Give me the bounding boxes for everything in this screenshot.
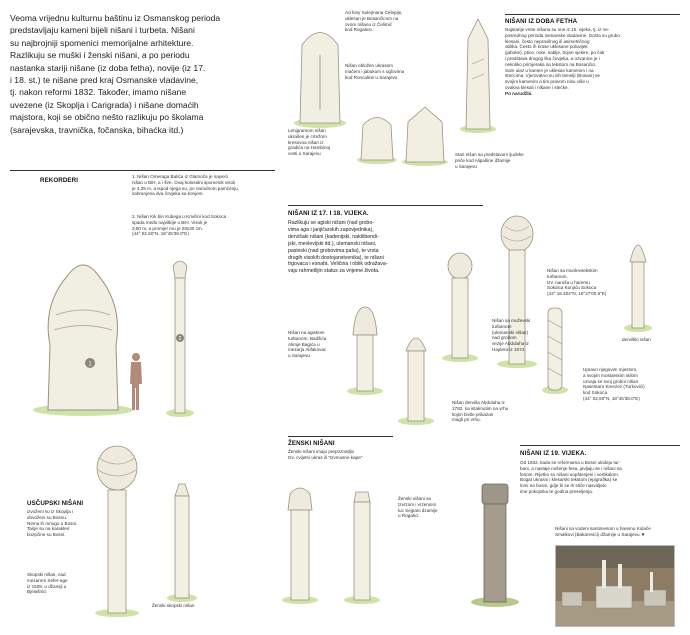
vijeka19-title: NIŠANI IZ 19. VIJEKA. (520, 450, 587, 457)
fetha-cap-top (345, 10, 445, 33)
fetha-divider (505, 14, 680, 15)
rekorderi-item1-line: nišan u BiH, a i šire. Ovaj kolosalni spomenik visok (132, 179, 236, 185)
caption-line: iz 1509. u džamiji u (27, 583, 67, 589)
cap-vakuf (547, 268, 637, 297)
uscupski-line: dovoženi su Bosnu. (27, 514, 68, 520)
fetha-title: NIŠANI IZ DOBA FETHA (505, 18, 578, 25)
vijeka19-divider (520, 445, 680, 446)
caption-line: Nišan derviša Abdulaha iz (452, 400, 505, 405)
fetha-line: klesani, često nepravilnog ili asimetričnog (505, 38, 590, 44)
cap-aga (288, 330, 346, 359)
fetha-line: Sam ulaz u kamen je uklesan kamenim i na (505, 67, 594, 73)
caption-line: nad grobom (492, 335, 517, 341)
caption-line: Upravo njegovim mjestom, (583, 367, 638, 372)
fetha-nisan-sword-illustration (290, 15, 350, 130)
cap-dervis (622, 337, 682, 343)
caption-line: Nišani sa vodeni santimesom u haremu Kolače (555, 526, 651, 531)
caption-line: kod Sokoca. (583, 390, 609, 396)
vijeka19-line: lomi na bosni, gdje bi se ih stiče nasvidjelo (520, 483, 607, 489)
fetha-line: (jabuke), ptice, ruke, sablje, bojne sjekire, po čak (505, 50, 605, 56)
caption-line: magli pri vrhu. (452, 417, 481, 423)
intro-line: (sarajevska, travnička, fočanska, bihaćka itd.) (10, 124, 184, 135)
rekorderi-item2 (132, 214, 282, 237)
fetha-line: posrednog perioda osmanske vladavine. Dosta su grubo (505, 32, 620, 38)
intro-line: su najbrojniji spomenici memorijalne arhitekture. (10, 37, 194, 48)
rekorderi-item1-line: 1. Nišan Omeraga Batića iz Glamoča je najveći (132, 174, 228, 179)
intro-text (10, 12, 275, 136)
vijeka19-photo-cap (555, 526, 685, 538)
fetha-cap-mid (345, 63, 445, 80)
caption-line: Nišan sa munlevsekskim (547, 268, 598, 273)
fetha-cap-right (455, 152, 550, 169)
caption-line: vezije Abdulaha iz (492, 341, 529, 347)
uscupski-line: bozpčine su Bosni. (27, 532, 66, 538)
rekorderi-item2-line: 3,80 m, a promjer mu je 28x30 cm. (132, 225, 203, 231)
zenski-nisan-right-illustration (342, 490, 382, 605)
caption-line: (43° 18.404"N, 18°27'00.6"E) (547, 291, 607, 297)
cap-musem (492, 318, 552, 353)
rekorderi-item2-line: spada među najvitkije u BiH. Visok je (132, 219, 208, 225)
caption-line: Nišan obložen ukrasom (345, 63, 394, 68)
fetha-line: Po narudžbi. (505, 90, 533, 96)
zenski-nisan-left-illustration (280, 480, 320, 605)
marker-2-label: 2 (178, 336, 182, 343)
intro-line: Veoma vrijednu kulturnu baštinu iz Osmanskog perioda (10, 13, 221, 23)
rekorderi-item1 (132, 174, 282, 197)
caption-line: cesti u Sarajevu (288, 151, 321, 157)
fetha-line: steccima. Vjerovatno su ish temelji (Bosani) se (505, 73, 600, 79)
uscupski-cap-bottom: Ženski skopski nišan (152, 603, 195, 608)
caption-line: mezarju Alifakovac (288, 347, 327, 353)
big-nisan-body (48, 265, 118, 410)
zenski-cap (398, 496, 456, 519)
rekorderi-item1-line: sahranjena dva čovjeka sa konjem. (132, 191, 204, 197)
fetha-body (505, 27, 685, 97)
intro-line: majstora, koji se obično nešto razlikuju po školama (10, 112, 204, 123)
caption-line: priče kod Alipašine džamije (455, 157, 511, 163)
vijeka19-body (520, 460, 688, 495)
vijeka17-body (288, 220, 438, 275)
vijeka17-line: jski, mevlevijski itd.), ulemanski nišani, (288, 240, 377, 247)
caption-line: kojim bivše prikazan (452, 411, 494, 417)
caption-line: u Sarajevu (288, 353, 310, 359)
caption-line: tzvrzom i vrzeniom (398, 501, 437, 507)
rekorderi-item2-line: (44° 02,60"N, 18°45'38.0"E) (132, 231, 189, 237)
intro-line: i 18. st.) te nišane pred kraj Osmanske vladavine, (10, 75, 199, 86)
vijeka19-line: Bogat ukrasni i klesarski tekstom (epigrafika) se (520, 477, 618, 483)
caption-line: mačem i jabukom s uglovima (345, 68, 405, 74)
caption-line: 1782. sa istaknutim na vrhu (452, 405, 509, 411)
vijeka17-title: NIŠANI IZ 17. I 18. VIJEKA. (288, 210, 369, 217)
vijeka19-line: Od 1832. kada se reformama u Bosni ukidaju tur- (520, 460, 621, 465)
uscupski-body (27, 509, 92, 538)
caption-line: luc Sejpani dzamije (398, 507, 438, 513)
fetha-line: svojim kamenim a tim pravom nisu više u (505, 79, 589, 85)
uscupski-cap-below (27, 572, 92, 595)
fetha-line: Najstarije vrste nišana su one iz 15. vijeka, tj. iz ne- (505, 27, 610, 32)
zenski-line: Ženski nišani imaju prepoznatljiv (288, 449, 355, 454)
rekorderi-item2-line: 2. Nišan Kik bin Kubega u Krivčini kod Sokoca (132, 214, 227, 219)
vijeka19-line: fesom. Rijetko su nišani uopštenjeni i vertikalom. (520, 471, 620, 477)
vijeka17-line: vima aga i janjičarskih zapovjednika), (288, 226, 374, 233)
caption-line: (44° 02,60"N, 18°45'38.0"E) (583, 395, 640, 401)
human-scale-icon (128, 352, 144, 412)
caption-line: Nišan sa muževski (492, 318, 531, 323)
rekorderi-item1-line: je 4,35 m, a ispod njega su, po narodnom pamćenju, (132, 185, 239, 191)
caption-line: (ulemanski nišan) (492, 329, 528, 335)
vijeka17-line: pasinski (nad grobovima paša), te vrsta (288, 247, 379, 254)
caption-line: uzvaja se svoj grobni nišan. (583, 378, 640, 384)
rekorderi-tall-nisan-illustration (165, 258, 195, 418)
intro-line: uvezene (iz Skoplja i Carigrada) i nišane domaćih (10, 99, 199, 110)
nisan-aga-illustration (345, 305, 385, 395)
caption-line: u Sarajevu (455, 163, 477, 169)
vijeka17-line: drugih visokih dostojanstvenika), te nišani (288, 254, 384, 261)
cap-bakshi (583, 367, 681, 402)
caption-line: Lenigramom nišan (288, 128, 326, 133)
vijeka17-line: dervišaki nišani (kadenijski, nakšibendi- (288, 233, 379, 240)
caption-line: ukrašen je crtežom (288, 133, 327, 139)
caption-line: Stari nišan sa predstavom ljudske (455, 152, 524, 157)
fetha-cap-left (288, 128, 358, 157)
caption-line: u Rogatici (398, 513, 419, 519)
rekorderi-divider (10, 170, 275, 171)
caption-line: Skopski nišan, nad (27, 572, 66, 577)
caption-line: dervišiki nišan (622, 337, 651, 342)
caption-line: Smalkovi (Bakarevići) džamije u Sarajevu ▼ (555, 531, 646, 537)
fetha-line: i predstava drugog lika čovjeka, a ozvanice je i (505, 55, 600, 61)
intro-line: nastanka stariji nišane (iz doba fetha), novije (iz 17. (10, 62, 206, 73)
caption-line: kod Roncaline u Sarajevu (345, 74, 398, 80)
caption-line: Hajdera iz 1874. (492, 346, 526, 352)
vijeka17-line: vaju rahmetlijin status za vrijeme života. (288, 268, 380, 275)
vijeka17-divider (288, 205, 483, 206)
uscupski-line: Nema ih mnogo u Bosni. (27, 520, 78, 526)
caption-line: Ženski nišani sa (398, 496, 431, 501)
fetha-nisan-carved-illustration (400, 102, 450, 167)
caption-line: Bjelašnici (27, 589, 47, 595)
caption-line: a svojim mostarskim stilom (583, 372, 638, 378)
harem-photo (555, 545, 675, 627)
caption-line: turbanom (492, 323, 512, 329)
vijeka17-line: trgovaca i esnafa. Veličina i oblik odražava- (288, 261, 388, 268)
vijeka19-line: bani, a nastaje nošenje fesa, javljaju se i nišani sa (520, 465, 622, 471)
fetha-line: nekoliko primjeraka sa tekstom na Bosančici. (505, 61, 597, 67)
uscupski-line: Tarije su na karakteri (27, 526, 70, 532)
fetha-line: ovakva klesali i nišane i stećke. (505, 84, 569, 90)
caption-line: Ad hiny Sulejmana Čelepije, (345, 10, 403, 15)
caption-line: Nišan na agiskom (288, 330, 325, 335)
caption-line: kresovoa nišan iz (288, 139, 324, 145)
zenski-divider (288, 436, 393, 437)
harem-photo-drawing (556, 546, 674, 626)
intro-line: Razlikuju se muški i ženski nišani, a po periodu (10, 50, 190, 61)
cap-abdul (452, 400, 542, 423)
uscupski-nisan-turban-illustration (92, 438, 142, 618)
caption-line: uklesan je Bosančicom na (345, 15, 399, 21)
intro-line: predstavljaju kameni bijeli nišani i turbeta. Nišani (10, 25, 195, 36)
marker-1-label: 1 (88, 361, 92, 368)
caption-line: tzv. naruša u haremu (547, 279, 590, 285)
nisan-abdulah-illustration (396, 325, 436, 425)
caption-line: turbanom. Badžića (288, 335, 327, 341)
caption-line: gradića na Hambinoj (288, 145, 331, 151)
caption-line: kod Rogatice. (345, 27, 374, 33)
caption-line: turbanom, (547, 273, 568, 279)
caption-line: mezarom Sefer-age (27, 577, 68, 583)
fetha-nisan-slab-illustration (458, 14, 498, 134)
uscupski-zenski-nisan-illustration (165, 478, 199, 603)
fetha-line: oblika. Često ih krase uklesane poluvijek (505, 44, 588, 50)
zenski-body (288, 449, 398, 461)
uscupski-line: izvoženi su iz Skoplja i (27, 509, 73, 514)
caption-line: Nasentaru Kmezez (Turkovići) (583, 384, 645, 390)
uscupski-title: USČUPSKI NIŠANI (27, 500, 84, 507)
nisan-19c-fes-illustration (470, 478, 520, 608)
caption-line: Sokolca Konjiću Sokoca (547, 285, 597, 291)
vijeka19-line: ime pokojnika te godina preseljenja. (520, 488, 594, 494)
nisan-tall-turban-illustration (440, 248, 480, 363)
fetha-nisan-small-illustration (355, 110, 400, 165)
zenski-title: ŽENSKI NIŠANI (288, 440, 335, 447)
intro-line: tj. nakon reformi 1832. Također, imamo nišane (10, 87, 187, 98)
vijeka17-line: Razlikuju se agiski nišani (nad grobo- (288, 220, 374, 226)
zenski-line: tzv. cvijetni ukras ili "tzvmusne kape" (288, 454, 363, 460)
caption-line: Alimje Bagića u (288, 341, 320, 347)
rekorderi-title: REKORDERI (40, 177, 79, 184)
caption-line: ovom nišanu iz Čelimić (345, 21, 392, 27)
